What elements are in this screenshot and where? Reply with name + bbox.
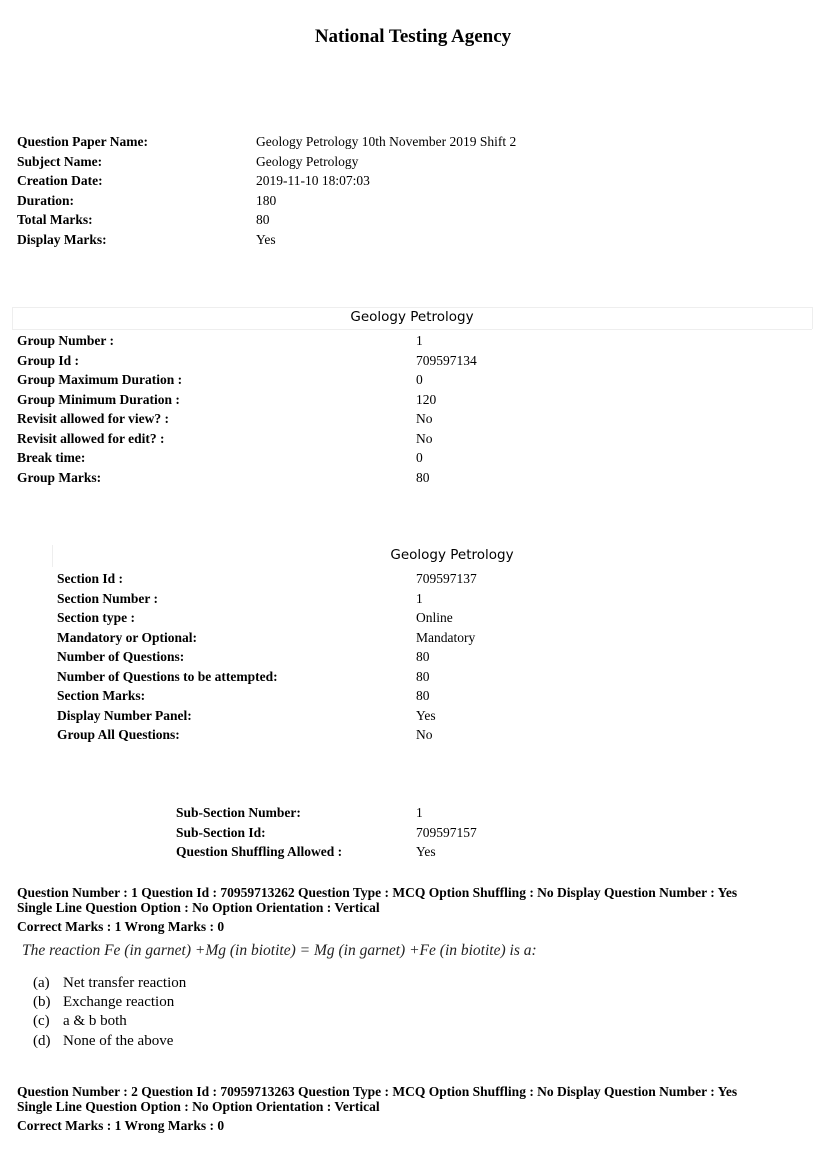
group-info-value: 0: [416, 372, 423, 387]
group-heading-rule-right: [812, 307, 813, 329]
group-info-label: Group Number :: [17, 333, 115, 348]
paper-info-label: Creation Date:: [17, 173, 103, 188]
option-text: Net transfer reaction: [63, 975, 187, 991]
question-2-marks: Correct Marks : 1 Wrong Marks : 0: [17, 1118, 225, 1133]
section-info-label: Number of Questions to be attempted:: [57, 668, 278, 684]
paper-info-value: Geology Petrology: [256, 153, 359, 169]
section-info-label: Number of Questions:: [57, 649, 185, 664]
question-1-text: The reaction Fe (in garnet) +Mg (in biotite) = Mg (in garnet) +Fe (in biotite) is a:: [22, 942, 537, 959]
question-2-meta-line1: Question Number : 2 Question Id : 70959713263 Question Type : MCQ Option Shuffling : No Display Question Number : Yes: [17, 1084, 738, 1099]
group-info-label: Revisit allowed for edit? :: [17, 430, 165, 446]
subsection-info-value: 709597157: [416, 824, 477, 840]
subsection-info-value: Yes: [416, 844, 436, 859]
question-1-option-b: [33, 994, 174, 1011]
question-1-meta-line2: Single Line Question Option : No Option Orientation : Vertical: [17, 900, 380, 915]
section-info-value: 80: [416, 649, 430, 664]
paper-info-label: Display Marks:: [17, 231, 107, 247]
group-info-value: 120: [416, 391, 437, 407]
option-text: a & b both: [63, 1013, 127, 1029]
paper-info-value: Yes: [256, 231, 276, 247]
question-1-option-a: [33, 975, 186, 992]
group-info-value: 1: [416, 333, 423, 348]
section-info-value: 709597137: [416, 571, 477, 586]
section-info-value: 80: [416, 668, 430, 684]
question-1-option-d: [33, 1033, 173, 1050]
group-info-label: Group Minimum Duration :: [17, 391, 180, 407]
section-heading: Geology Petrology: [390, 547, 514, 563]
group-info-value: 0: [416, 450, 423, 465]
option-letter: (a): [33, 975, 50, 991]
section-info-label: Section type :: [57, 610, 135, 625]
question-1-option-c: [33, 1013, 127, 1030]
group-heading: Geology Petrology: [350, 309, 474, 325]
option-text: Exchange reaction: [63, 994, 175, 1010]
group-info-value: No: [416, 430, 433, 446]
section-info-label: Mandatory or Optional:: [57, 629, 198, 645]
section-info-value: Online: [416, 610, 453, 625]
paper-info-label: Question Paper Name:: [17, 134, 148, 149]
paper-info-table: [17, 134, 797, 254]
paper-info-value: 2019-11-10 18:07:03: [256, 173, 370, 188]
question-1-meta-line1: Question Number : 1 Question Id : 70959713262 Question Type : MCQ Option Shuffling : No Display Question Number : Yes: [17, 885, 738, 900]
group-info-label: Group Maximum Duration :: [17, 372, 183, 387]
paper-info-label: Subject Name:: [17, 153, 103, 169]
paper-info-value: 80: [256, 212, 270, 227]
page-title: National Testing Agency: [314, 26, 512, 47]
paper-info-value: Geology Petrology 10th November 2019 Shift 2: [256, 134, 517, 149]
group-info-label: Group Id :: [17, 352, 80, 368]
question-1-marks: Correct Marks : 1 Wrong Marks : 0: [17, 919, 225, 934]
paper-info-value: 180: [256, 192, 277, 208]
group-info-label: Break time:: [17, 450, 86, 465]
section-info-value: 1: [416, 590, 423, 606]
group-info-value: No: [416, 411, 433, 426]
subsection-info-label: Sub-Section Number:: [176, 805, 301, 820]
option-letter: (b): [33, 994, 51, 1010]
section-info-label: Section Marks:: [57, 688, 146, 703]
group-heading-rule-bottom: [12, 329, 812, 330]
paper-info-label: Total Marks:: [17, 212, 93, 227]
group-info-label: Group Marks:: [17, 469, 102, 485]
group-info-table: [17, 333, 797, 493]
subsection-info-table: [176, 805, 796, 865]
section-info-label: Section Number :: [57, 590, 158, 606]
group-info-label: Revisit allowed for view? :: [17, 411, 169, 426]
section-info-value: Yes: [416, 707, 436, 723]
group-info-value: 80: [416, 469, 430, 485]
group-info-value: 709597134: [416, 352, 477, 368]
section-info-value: 80: [416, 688, 430, 703]
option-letter: (d): [33, 1033, 51, 1049]
subsection-info-value: 1: [416, 805, 423, 820]
subsection-info-label: Sub-Section Id:: [176, 824, 266, 840]
section-info-label: Section Id :: [57, 571, 124, 586]
section-info-value: No: [416, 727, 433, 742]
option-text: None of the above: [63, 1033, 174, 1049]
group-heading-rule: [12, 307, 812, 308]
section-info-label: Group All Questions:: [57, 727, 180, 742]
paper-info-label: Duration:: [17, 192, 74, 208]
section-info-label: Display Number Panel:: [57, 707, 192, 723]
section-info-table: [57, 571, 797, 751]
question-2-meta-line2: Single Line Question Option : No Option Orientation : Vertical: [17, 1099, 380, 1114]
option-letter: (c): [33, 1013, 50, 1029]
subsection-info-label: Question Shuffling Allowed :: [176, 844, 343, 859]
section-info-value: Mandatory: [416, 629, 476, 645]
